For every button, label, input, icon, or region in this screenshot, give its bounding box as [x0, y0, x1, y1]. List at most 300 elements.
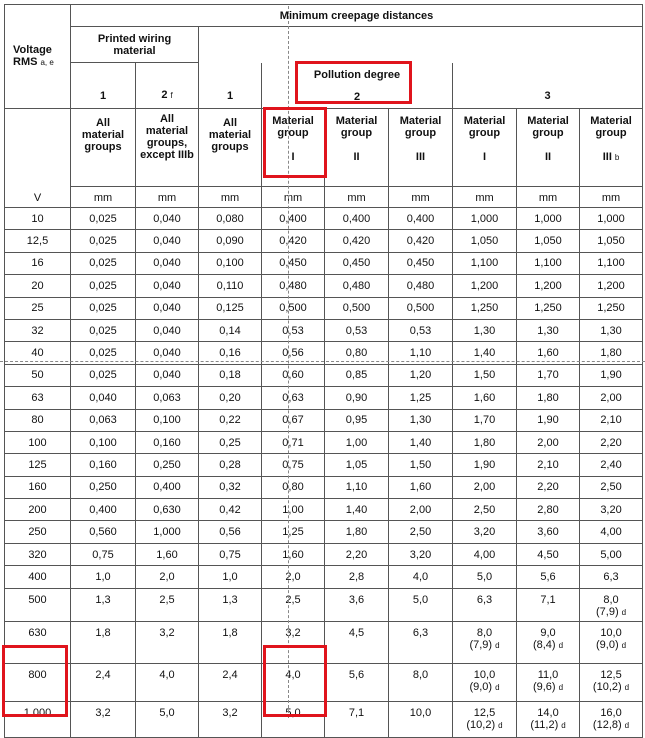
value-cell: 1,0 — [199, 566, 262, 588]
value-cell: 0,080 — [199, 208, 262, 230]
value-cell: 1,050 — [517, 230, 580, 252]
voltage-cell: 25 — [5, 297, 71, 319]
value-paren — [453, 719, 516, 732]
value-cell: 1,200 — [453, 275, 517, 297]
mg-label: Material group — [399, 115, 442, 139]
value-cell: 1,100 — [453, 252, 517, 274]
value-cell: 0,18 — [199, 364, 262, 386]
value-cell: 3,20 — [389, 543, 453, 565]
value-cell: 4,0 — [136, 663, 199, 701]
value-cell: 1,100 — [580, 252, 643, 274]
value-cell: 0,025 — [71, 208, 136, 230]
value-cell: 0,32 — [199, 476, 262, 498]
value-cell: 0,400 — [389, 208, 453, 230]
value-cell: 3,2 — [71, 701, 136, 737]
value-cell: 0,040 — [136, 275, 199, 297]
table-row — [5, 409, 643, 431]
value-cell: 2,5 — [262, 588, 325, 621]
value-cell — [453, 663, 517, 701]
table-row — [5, 319, 643, 341]
value-cell: 0,500 — [262, 297, 325, 319]
value-cell: 5,0 — [389, 588, 453, 621]
value-cell: 5,0 — [453, 566, 517, 588]
value-cell — [453, 621, 517, 663]
value-main: 14,0 — [537, 706, 559, 719]
value-cell: 1,70 — [453, 409, 517, 431]
value-cell: 0,480 — [325, 275, 389, 297]
value-paren-text: (7,9) — [595, 605, 619, 618]
value-cell: 0,16 — [199, 342, 262, 364]
value-cell: 1,250 — [517, 297, 580, 319]
value-cell: 2,50 — [580, 476, 643, 498]
voltage-cell: 125 — [5, 454, 71, 476]
value-main: 12,5 — [600, 668, 622, 681]
mg-IIIb-footnote: b — [614, 153, 620, 162]
value-paren-text: (10,2) — [592, 680, 622, 693]
value-paren — [517, 681, 579, 694]
voltage-cell: 1 000 — [5, 701, 71, 737]
value-cell: 0,53 — [389, 319, 453, 341]
table-row — [5, 621, 643, 663]
mg-label: Material group — [272, 115, 314, 139]
value-cell: 0,063 — [71, 409, 136, 431]
value-cell: 1,8 — [71, 621, 136, 663]
value-paren — [580, 639, 642, 652]
value-cell: 1,60 — [517, 342, 580, 364]
table-row — [5, 588, 643, 621]
pd-header-2a — [136, 63, 199, 109]
value-cell — [580, 588, 643, 621]
value-cell: 0,040 — [136, 208, 199, 230]
value-cell: 0,630 — [136, 499, 199, 521]
value-cell: 0,71 — [262, 431, 325, 453]
table-title: Minimum creepage distances — [71, 5, 643, 27]
mg-label: Material group — [527, 115, 569, 139]
value-cell: 0,14 — [199, 319, 262, 341]
value-cell: 0,28 — [199, 454, 262, 476]
value-cell: 5,6 — [517, 566, 580, 588]
value-cell: 1,80 — [325, 521, 389, 543]
voltage-cell: 12,5 — [5, 230, 71, 252]
table-row — [5, 476, 643, 498]
footnote-d: d — [561, 720, 566, 730]
value-cell: 0,160 — [71, 454, 136, 476]
table-row — [5, 387, 643, 409]
value-cell — [517, 621, 580, 663]
value-cell: 2,8 — [325, 566, 389, 588]
value-cell: 7,1 — [325, 701, 389, 737]
footnote-d: d — [624, 720, 630, 730]
pd-2a-footnote: f — [170, 91, 173, 100]
value-cell: 4,0 — [389, 566, 453, 588]
value-cell: 3,2 — [136, 621, 199, 663]
value-cell: 0,95 — [325, 409, 389, 431]
value-cell: 1,000 — [453, 208, 517, 230]
value-cell: 1,25 — [262, 521, 325, 543]
footnote-d: d — [498, 720, 503, 730]
voltage-cell: 50 — [5, 364, 71, 386]
footnote-d: d — [495, 682, 500, 692]
value-main: 11,0 — [537, 668, 559, 681]
value-cell: 2,5 — [136, 588, 199, 621]
value-cell: 5,6 — [325, 663, 389, 701]
value-cell: 1,3 — [199, 588, 262, 621]
value-cell: 2,00 — [453, 476, 517, 498]
value-cell: 1,90 — [580, 364, 643, 386]
col-mg-2-I — [262, 109, 325, 187]
value-cell: 1,10 — [389, 342, 453, 364]
col-all-groups: All material groups — [71, 109, 136, 187]
voltage-cell: 160 — [5, 476, 71, 498]
value-cell: 4,5 — [325, 621, 389, 663]
value-cell: 0,025 — [71, 364, 136, 386]
table-row — [5, 431, 643, 453]
value-cell: 0,500 — [325, 297, 389, 319]
table-row — [5, 297, 643, 319]
value-paren — [453, 681, 516, 694]
footnote-d: d — [495, 640, 500, 650]
value-cell: 3,20 — [453, 521, 517, 543]
mg-I: I — [291, 151, 295, 163]
value-cell: 0,25 — [199, 431, 262, 453]
value-cell: 0,450 — [325, 252, 389, 274]
value-paren — [453, 639, 516, 652]
value-cell: 1,60 — [136, 543, 199, 565]
mg-II: II — [544, 151, 552, 163]
value-cell: 3,60 — [517, 521, 580, 543]
value-cell: 1,80 — [517, 387, 580, 409]
col-mg-3-II — [517, 109, 580, 187]
rms-label: RMS — [13, 56, 38, 68]
value-cell: 1,000 — [580, 208, 643, 230]
value-cell: 0,100 — [71, 431, 136, 453]
value-cell: 1,250 — [453, 297, 517, 319]
value-cell: 1,10 — [325, 476, 389, 498]
value-cell: 2,4 — [199, 663, 262, 701]
value-cell: 0,025 — [71, 319, 136, 341]
value-main: 10,0 — [473, 668, 496, 681]
value-cell: 0,400 — [325, 208, 389, 230]
table-row — [5, 663, 643, 701]
value-cell: 0,040 — [71, 387, 136, 409]
value-cell: 1,30 — [517, 319, 580, 341]
value-cell: 0,250 — [136, 454, 199, 476]
value-cell: 2,50 — [389, 521, 453, 543]
value-cell: 2,00 — [580, 387, 643, 409]
value-cell: 2,40 — [580, 454, 643, 476]
creepage-table — [4, 4, 643, 738]
value-cell: 2,00 — [389, 499, 453, 521]
footnote-d: d — [624, 682, 630, 692]
value-cell: 1,50 — [453, 364, 517, 386]
dashed-guide-vertical — [288, 6, 289, 718]
value-cell: 1,30 — [580, 319, 643, 341]
value-cell: 0,56 — [199, 521, 262, 543]
value-cell: 1,250 — [580, 297, 643, 319]
value-paren-text: (12,8) — [592, 718, 622, 731]
value-main: 8,0 — [476, 626, 493, 639]
value-main: 16,0 — [600, 706, 622, 719]
value-cell: 1,30 — [389, 409, 453, 431]
unit-mm: mm — [262, 187, 325, 208]
printed-wiring-header: Printed wiring material — [71, 27, 199, 63]
voltage-cell: 10 — [5, 208, 71, 230]
unit-mm: mm — [580, 187, 643, 208]
value-cell: 5,0 — [136, 701, 199, 737]
value-paren-text: (8,4) — [532, 638, 556, 651]
value-cell — [580, 621, 643, 663]
voltage-cell: 40 — [5, 342, 71, 364]
value-cell — [453, 701, 517, 737]
mg-label: Material group — [590, 115, 632, 139]
value-cell: 4,0 — [262, 663, 325, 701]
unit-mm: mm — [136, 187, 199, 208]
value-cell: 2,20 — [517, 476, 580, 498]
value-cell: 2,10 — [580, 409, 643, 431]
mg-III: III — [602, 151, 612, 163]
value-cell: 0,80 — [325, 342, 389, 364]
value-main: 10,0 — [600, 626, 622, 639]
value-paren-text: (9,6) — [532, 680, 556, 693]
value-cell: 0,040 — [136, 342, 199, 364]
unit-mm: mm — [199, 187, 262, 208]
value-cell: 0,560 — [71, 521, 136, 543]
unit-mm: mm — [389, 187, 453, 208]
table-row — [5, 701, 643, 737]
value-cell: 1,40 — [389, 431, 453, 453]
value-cell: 0,75 — [262, 454, 325, 476]
mg-I: I — [482, 151, 487, 163]
value-cell: 0,025 — [71, 297, 136, 319]
value-cell: 4,00 — [580, 521, 643, 543]
value-cell: 0,040 — [136, 230, 199, 252]
value-cell: 2,0 — [262, 566, 325, 588]
value-cell: 0,160 — [136, 431, 199, 453]
value-cell: 0,040 — [136, 364, 199, 386]
value-cell: 1,70 — [517, 364, 580, 386]
value-cell: 3,2 — [199, 701, 262, 737]
voltage-cell: 100 — [5, 431, 71, 453]
value-cell: 1,3 — [71, 588, 136, 621]
dashed-guide-horizontal — [0, 361, 645, 362]
value-cell: 0,400 — [71, 499, 136, 521]
value-cell: 1,60 — [389, 476, 453, 498]
mg-label: Material group — [463, 115, 506, 139]
voltage-cell: 200 — [5, 499, 71, 521]
value-cell: 3,2 — [262, 621, 325, 663]
unit-row — [5, 187, 643, 208]
col-all-groups-b: All material groups — [199, 109, 262, 187]
value-cell: 1,60 — [453, 387, 517, 409]
value-cell: 0,125 — [199, 297, 262, 319]
value-cell: 1,200 — [580, 275, 643, 297]
value-paren — [517, 639, 579, 652]
unit-mm: mm — [517, 187, 580, 208]
value-cell: 1,0 — [71, 566, 136, 588]
value-cell: 6,3 — [389, 621, 453, 663]
value-cell: 0,480 — [262, 275, 325, 297]
value-cell: 0,400 — [262, 208, 325, 230]
value-cell: 0,420 — [262, 230, 325, 252]
table-row — [5, 252, 643, 274]
value-cell — [517, 701, 580, 737]
value-paren-text: (9,0) — [469, 680, 493, 693]
col-mg-3-I — [453, 109, 517, 187]
unit-v: V — [5, 187, 71, 208]
value-cell: 1,80 — [453, 431, 517, 453]
value-cell: 2,4 — [71, 663, 136, 701]
value-cell: 4,00 — [453, 543, 517, 565]
value-cell: 0,60 — [262, 364, 325, 386]
footnote-d: d — [558, 640, 564, 650]
value-cell: 1,100 — [517, 252, 580, 274]
value-cell: 0,025 — [71, 230, 136, 252]
table-row — [5, 499, 643, 521]
table-row — [5, 543, 643, 565]
value-cell: 1,25 — [389, 387, 453, 409]
table-row — [5, 566, 643, 588]
value-cell: 1,05 — [325, 454, 389, 476]
value-cell: 6,3 — [453, 588, 517, 621]
pd-header-1b: 1 — [199, 63, 262, 109]
voltage-cell: 500 — [5, 588, 71, 621]
value-cell: 2,10 — [517, 454, 580, 476]
value-cell: 2,80 — [517, 499, 580, 521]
value-cell: 1,60 — [262, 543, 325, 565]
value-cell: 3,6 — [325, 588, 389, 621]
table-row — [5, 275, 643, 297]
value-cell: 0,53 — [325, 319, 389, 341]
unit-mm: mm — [325, 187, 389, 208]
value-cell: 0,025 — [71, 342, 136, 364]
unit-mm: mm — [71, 187, 136, 208]
col-all-except: All material groups, except IIIb — [136, 109, 199, 187]
value-cell: 1,050 — [580, 230, 643, 252]
table-row — [5, 364, 643, 386]
value-cell: 1,40 — [453, 342, 517, 364]
value-cell: 3,20 — [580, 499, 643, 521]
value-cell: 0,400 — [136, 476, 199, 498]
table-row — [5, 454, 643, 476]
value-cell: 0,53 — [262, 319, 325, 341]
voltage-cell: 16 — [5, 252, 71, 274]
value-cell — [580, 701, 643, 737]
voltage-cell: 320 — [5, 543, 71, 565]
value-main: 8,0 — [603, 593, 619, 606]
blank-subheader — [5, 109, 71, 187]
table-row — [5, 521, 643, 543]
value-cell: 1,30 — [453, 319, 517, 341]
value-cell: 1,90 — [453, 454, 517, 476]
unit-mm: mm — [453, 187, 517, 208]
value-cell: 1,20 — [389, 364, 453, 386]
value-cell: 0,063 — [136, 387, 199, 409]
footnote-d: d — [558, 682, 564, 692]
value-main: 9,0 — [540, 626, 556, 639]
rms-footnote: a, e — [40, 58, 54, 67]
value-cell: 0,450 — [262, 252, 325, 274]
col-mg-2-III — [389, 109, 453, 187]
voltage-label: Voltage — [13, 44, 52, 56]
mg-III: III — [415, 151, 426, 163]
value-cell: 1,000 — [136, 521, 199, 543]
col-mg-3-III — [580, 109, 643, 187]
value-cell: 0,500 — [389, 297, 453, 319]
value-cell: 1,90 — [517, 409, 580, 431]
value-cell: 2,20 — [580, 431, 643, 453]
value-cell: 1,000 — [517, 208, 580, 230]
voltage-cell: 400 — [5, 566, 71, 588]
value-cell: 2,20 — [325, 543, 389, 565]
value-cell: 0,42 — [199, 499, 262, 521]
pd-header-3: 3 — [453, 63, 643, 109]
value-cell: 0,67 — [262, 409, 325, 431]
value-paren — [580, 606, 642, 619]
value-cell: 0,110 — [199, 275, 262, 297]
voltage-cell: 32 — [5, 319, 71, 341]
table-row — [5, 208, 643, 230]
value-paren-text: (11,2) — [530, 718, 559, 731]
value-paren-text: (9,0) — [595, 638, 619, 651]
value-cell: 0,100 — [136, 409, 199, 431]
voltage-cell: 800 — [5, 663, 71, 701]
value-cell: 0,090 — [199, 230, 262, 252]
value-cell: 10,0 — [389, 701, 453, 737]
value-cell: 0,420 — [325, 230, 389, 252]
value-cell: 2,50 — [453, 499, 517, 521]
value-cell: 0,20 — [199, 387, 262, 409]
value-cell — [517, 663, 580, 701]
value-cell: 0,56 — [262, 342, 325, 364]
value-cell: 7,1 — [517, 588, 580, 621]
value-cell: 0,63 — [262, 387, 325, 409]
value-paren — [517, 719, 579, 732]
value-main: 12,5 — [473, 706, 496, 719]
value-cell: 4,50 — [517, 543, 580, 565]
value-cell: 1,00 — [325, 431, 389, 453]
mg-label: Material group — [335, 115, 378, 139]
value-cell: 0,040 — [136, 252, 199, 274]
voltage-cell: 80 — [5, 409, 71, 431]
value-paren-text: (10,2) — [466, 718, 496, 731]
value-cell: 0,025 — [71, 275, 136, 297]
value-cell: 0,75 — [199, 543, 262, 565]
value-cell: 0,040 — [136, 319, 199, 341]
footnote-d: d — [621, 640, 627, 650]
value-cell: 0,90 — [325, 387, 389, 409]
value-cell: 1,50 — [389, 454, 453, 476]
value-cell: 5,00 — [580, 543, 643, 565]
value-cell: 0,80 — [262, 476, 325, 498]
voltage-cell: 630 — [5, 621, 71, 663]
col-mg-2-II — [325, 109, 389, 187]
value-cell: 0,75 — [71, 543, 136, 565]
value-cell: 0,250 — [71, 476, 136, 498]
value-cell: 1,200 — [517, 275, 580, 297]
value-cell — [580, 663, 643, 701]
pd-header-2b: 2 — [262, 87, 453, 109]
voltage-cell: 63 — [5, 387, 71, 409]
value-cell: 1,80 — [580, 342, 643, 364]
voltage-cell: 250 — [5, 521, 71, 543]
value-cell: 1,00 — [262, 499, 325, 521]
value-paren-text: (7,9) — [469, 638, 493, 651]
value-cell: 8,0 — [389, 663, 453, 701]
value-cell: 0,040 — [136, 297, 199, 319]
value-cell: 6,3 — [580, 566, 643, 588]
value-cell: 2,00 — [517, 431, 580, 453]
empty-header-cell — [199, 27, 643, 63]
